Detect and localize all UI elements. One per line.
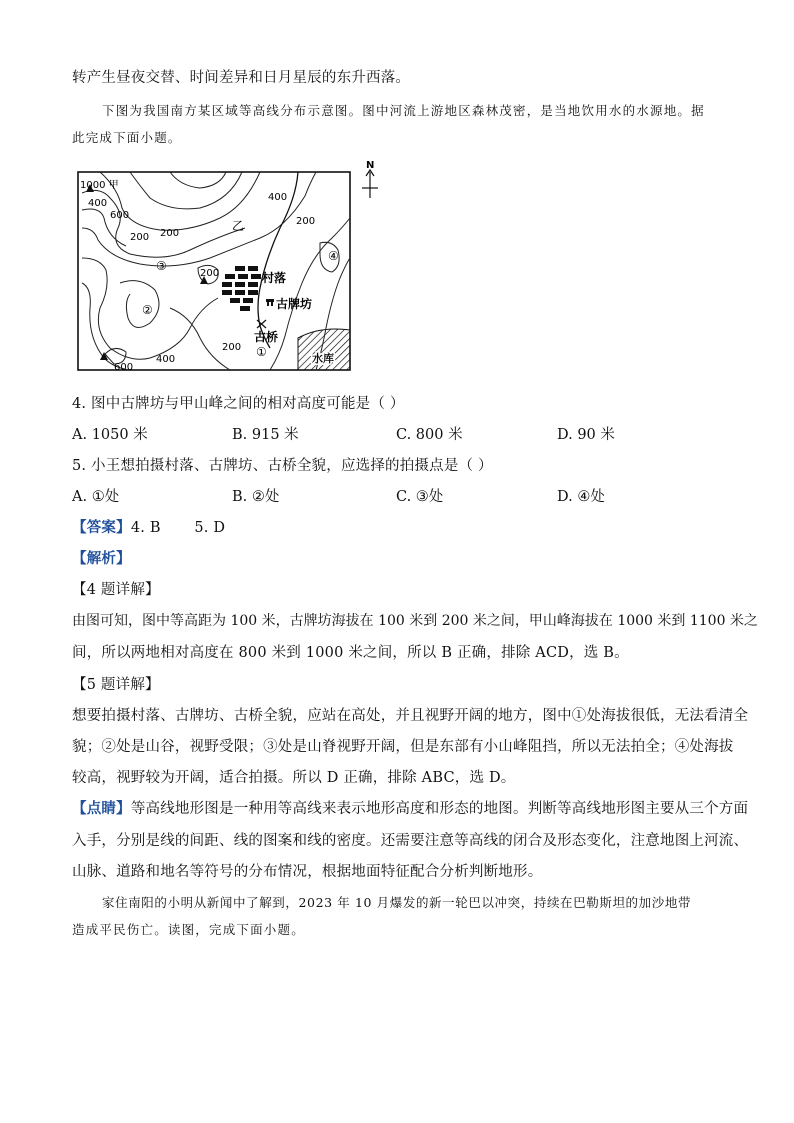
point-2: ② bbox=[142, 303, 153, 317]
q4-option-b: B. 915 米 bbox=[232, 427, 299, 443]
yi-label: 乙 bbox=[232, 219, 245, 233]
detail5-label: 【5 题详解】 bbox=[72, 677, 160, 693]
detail5-line3: 较高，视野较为开阔，适合拍摄。所以 D 正确，排除 ABC，选 D。 bbox=[72, 770, 516, 786]
q5-option-c: C. ③处 bbox=[396, 489, 444, 505]
contour-map bbox=[70, 158, 390, 376]
q5-stem: 5. 小王想拍摄村落、古牌坊、古桥全貌，应选择的拍摄点是（ ） bbox=[72, 458, 493, 474]
contour-200-c: 200 bbox=[296, 216, 316, 227]
analysis-label: 【解析】 bbox=[72, 550, 131, 567]
contour-400-b: 400 bbox=[268, 192, 288, 203]
reservoir-label: 水库 bbox=[312, 352, 334, 365]
passage2-line2: 造成平民伤亡。读图，完成下面小题。 bbox=[72, 922, 305, 937]
contour-400-c: 400 bbox=[156, 354, 176, 365]
detail4-label: 【4 题详解】 bbox=[72, 582, 160, 598]
intro-tail: 转产生昼夜交替、时间差异和日月星辰的东升西落。 bbox=[72, 70, 411, 86]
point-1: ① bbox=[256, 345, 267, 359]
passage1-line1: 下图为我国南方某区域等高线分布示意图。图中河流上游地区森林茂密，是当地饮用水的水源地。据 bbox=[102, 103, 705, 118]
contour-600-a: 600 bbox=[110, 210, 130, 221]
tips-text1: 等高线地形图是一种用等高线来表示地形高度和形态的地图。判断等高线地形图主要从三个方面 bbox=[130, 801, 749, 817]
q4-option-c: C. 800 米 bbox=[396, 427, 463, 443]
answer-label: 【答案】 bbox=[72, 519, 131, 536]
answer-text: 4. B 5. D bbox=[130, 520, 226, 536]
q5-option-d: D. ④处 bbox=[557, 489, 605, 505]
q4-option-a: A. 1050 米 bbox=[72, 427, 148, 443]
passage2-line1: 家住南阳的小明从新闻中了解到，2023 年 10 月爆发的新一轮巴以冲突，持续在巴勒斯坦的加沙地带 bbox=[102, 895, 692, 910]
point-4: ④ bbox=[328, 249, 339, 263]
tips-label: 【点睛】 bbox=[72, 800, 131, 817]
detail4-line2: 间，所以两地相对高度在 800 米到 1000 米之间，所以 B 正确，排除 ACD，选 B。 bbox=[72, 645, 629, 661]
tips-line2: 入手，分别是线的间距、线的图案和线的密度。还需要注意等高线的闭合及形态变化，注意地图上河流、 bbox=[72, 833, 749, 849]
tips-line3: 山脉、道路和地名等符号的分布情况，根据地面特征配合分析判断地形。 bbox=[72, 864, 543, 880]
answer-line bbox=[72, 516, 225, 537]
bridge-label: 古桥 bbox=[254, 330, 279, 344]
contour-200-peak: 200 bbox=[200, 268, 220, 279]
contour-200-a: 200 bbox=[130, 232, 150, 243]
contour-400-a: 400 bbox=[88, 198, 108, 209]
point-3: ③ bbox=[156, 259, 167, 273]
contour-200-d: 200 bbox=[222, 342, 242, 353]
q5-option-a: A. ①处 bbox=[72, 489, 120, 505]
north-label: N bbox=[366, 160, 375, 171]
contour-200-b: 200 bbox=[160, 228, 180, 239]
tips-line1 bbox=[72, 797, 748, 818]
peak-jia-label: 1000 甲 bbox=[80, 180, 119, 191]
village-label: 村落 bbox=[262, 271, 287, 285]
q5-option-b: B. ②处 bbox=[232, 489, 280, 505]
contour-600-b: 600 bbox=[114, 362, 134, 373]
q4-stem: 4. 图中古牌坊与甲山峰之间的相对高度可能是（ ） bbox=[72, 396, 405, 412]
passage1-line2: 此完成下面小题。 bbox=[72, 130, 182, 145]
detail5-line1: 想要拍摄村落、古牌坊、古桥全貌，应站在高处，并且视野开阔的地方，图中①处海拔很低，无法看清全 bbox=[72, 708, 749, 724]
detail5-line2: 貌；②处是山谷，视野受限；③处是山脊视野开阔，但是东部有小山峰阻挡，所以无法拍全；④处海拔 bbox=[72, 739, 734, 755]
q4-option-d: D. 90 米 bbox=[557, 427, 615, 443]
paifang-label: 古牌坊 bbox=[276, 297, 313, 311]
detail4-line1: 由图可知，图中等高距为 100 米，古牌坊海拔在 100 米到 200 米之间，甲山峰海拔在 1000 米到 1100 米之 bbox=[72, 613, 758, 629]
